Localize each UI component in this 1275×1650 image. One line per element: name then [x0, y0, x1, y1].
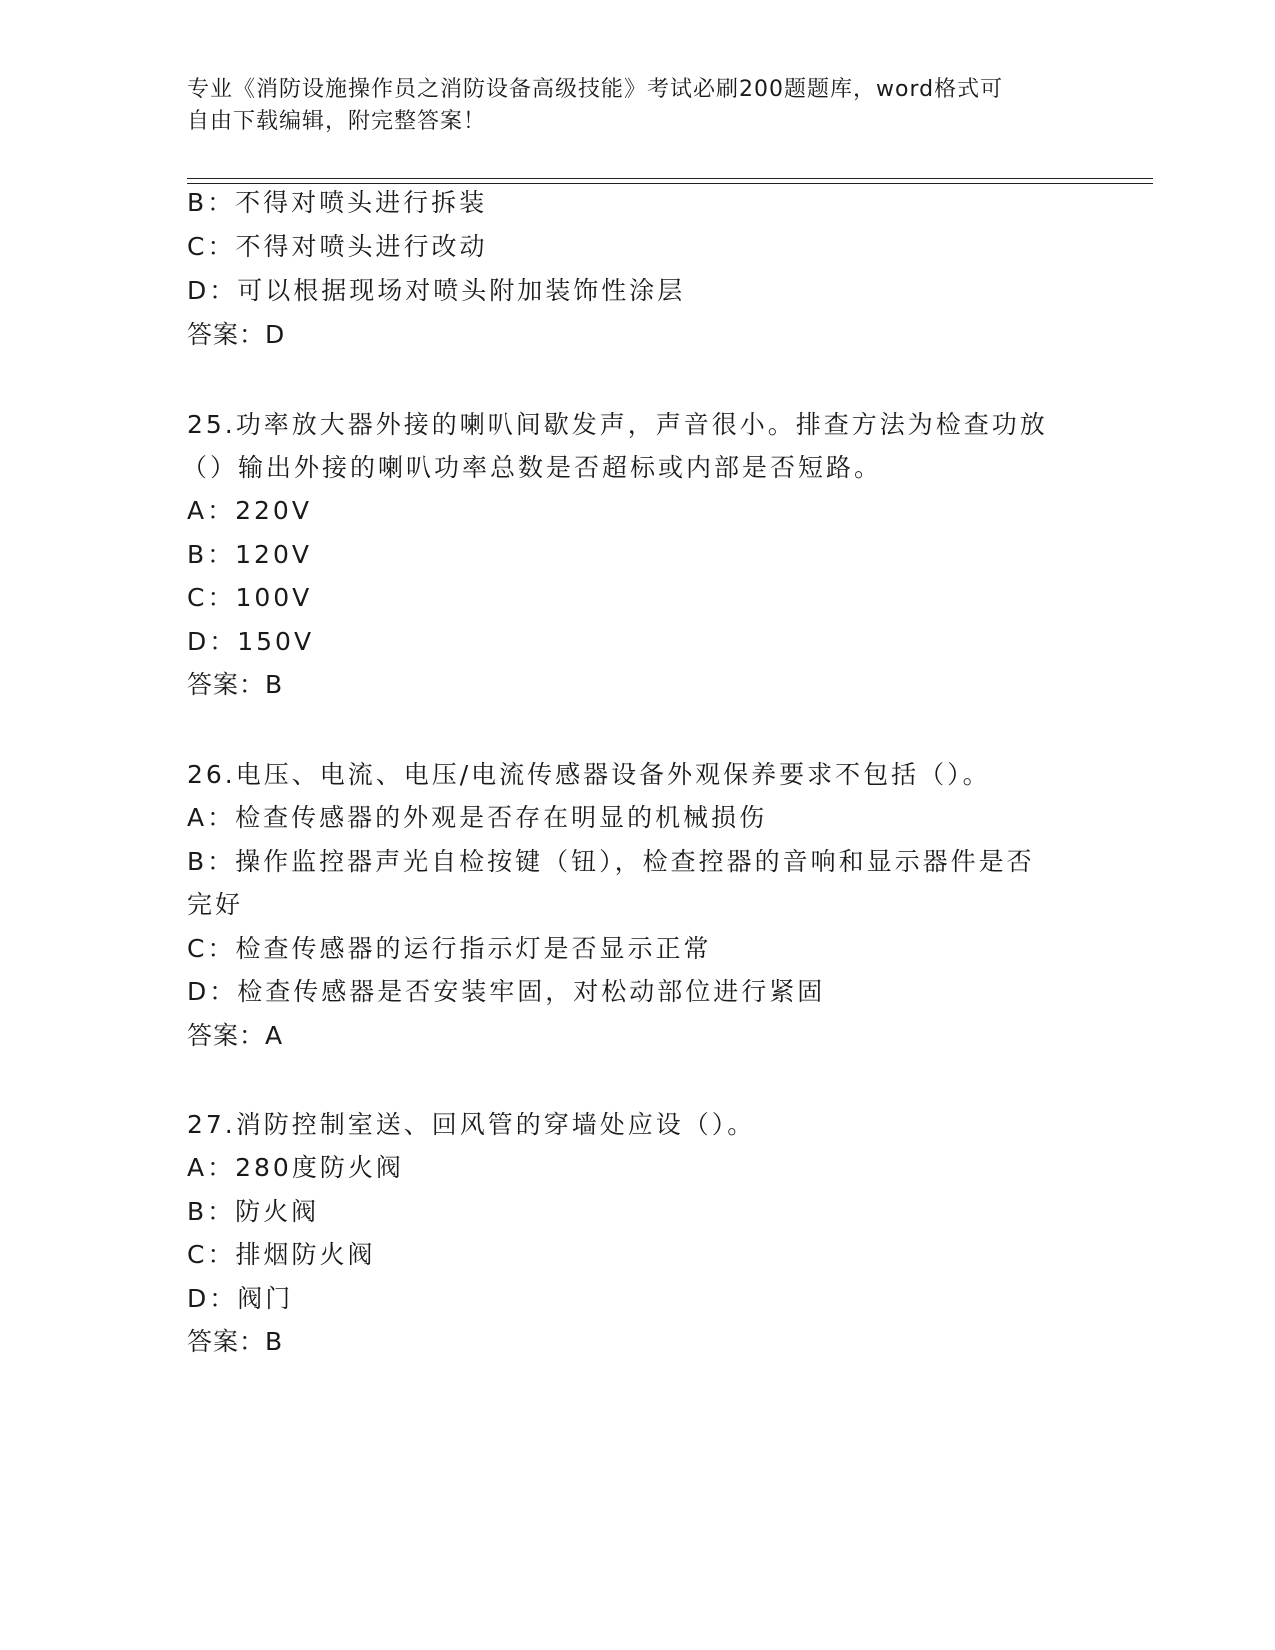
option-c: C：排烟防火阀 — [187, 1240, 376, 1269]
option-a: A：220V — [187, 496, 312, 525]
option-b: B：操作监控器声光自检按键（钮），检查控器的音响和显示器件是否 — [187, 847, 1035, 876]
question-stem: 25.功率放大器外接的喇叭间歇发声，声音很小。排查方法为检查功放 — [187, 410, 1048, 439]
question-stem: 26.电压、电流、电压/电流传感器设备外观保养要求不包括（）。 — [187, 760, 991, 789]
answer: 答案：A — [187, 1021, 284, 1050]
option-d: D：阀门 — [187, 1284, 294, 1313]
option-b: B：防火阀 — [187, 1197, 320, 1226]
question-stem: （）输出外接的喇叭功率总数是否超标或内部是否短路。 — [182, 453, 883, 482]
option-a: A：检查传感器的外观是否存在明显的机械损伤 — [187, 803, 768, 832]
header-line-2: 自由下载编辑，附完整答案！ — [187, 109, 487, 134]
option-c: C：不得对喷头进行改动 — [187, 232, 488, 261]
option-b: B：120V — [187, 540, 312, 569]
option-c: C：检查传感器的运行指示灯是否显示正常 — [187, 934, 712, 963]
option-b-continuation: 完好 — [187, 890, 244, 919]
option-b: B：不得对喷头进行拆装 — [187, 188, 488, 217]
question-stem: 27.消防控制室送、回风管的穿墙处应设（）。 — [187, 1110, 756, 1139]
option-c: C：100V — [187, 583, 313, 612]
header-divider-bottom — [187, 183, 1153, 184]
option-d: D：检查传感器是否安装牢固，对松动部位进行紧固 — [187, 977, 826, 1006]
header-line-1: 专业《消防设施操作员之消防设备高级技能》考试必刷200题题库，word格式可 — [187, 77, 1004, 102]
document-header — [187, 74, 1067, 138]
answer: 答案：D — [187, 320, 286, 349]
header-divider-top — [187, 178, 1153, 179]
answer: 答案：B — [187, 1327, 284, 1356]
option-d: D：150V — [187, 627, 315, 656]
option-d: D：可以根据现场对喷头附加装饰性涂层 — [187, 276, 686, 305]
answer: 答案：B — [187, 670, 284, 699]
option-a: A：280度防火阀 — [187, 1153, 404, 1182]
